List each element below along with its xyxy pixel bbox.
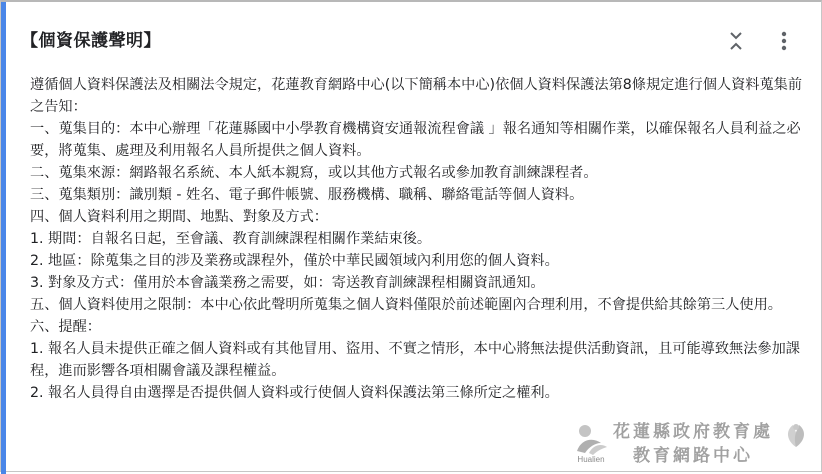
notice-line: 遵循個人資料保護法及相關法令規定，花蓮教育網路中心(以下簡稱本中心)依個人資料保護法第8條規定進行個人資料蒐集前之告知： [30,77,803,115]
notice-line: 五、個人資料使用之限制：本中心依此聲明所蒐集之個人資料僅限於前述範圍內合理利用，不會提供給其餘第三人使用。 [30,297,782,313]
notice-line: 2. 報名人員得自由選擇是否提供個人資料或行使個人資料保護法第三條所定之權利。 [30,385,559,401]
notice-line: 1. 期間：自報名日起，至會議、教育訓練課程相關作業結束後。 [30,231,432,247]
watermark-org-name: 花蓮縣政府教育處 [613,422,773,442]
notice-line: 四、個人資料利用之期間、地點、對象及方式： [30,209,328,225]
collapse-icon [729,31,743,51]
privacy-notice-text [30,74,805,404]
watermark [571,415,811,469]
notice-line: 2. 地區：除蒐集之目的涉及業務或課程外，僅於中華民國領域內利用您的個人資料。 [30,253,559,269]
section-title: 【個資保護聲明】 [21,31,161,51]
notice-line: 三、蒐集類別：識別類 - 姓名、電子郵件帳號、服務機構、職稱、聯絡電話等個人資料。 [30,187,584,203]
notice-line: 二、蒐集來源：網路報名系統、本人紙本親寫，或以其他方式報名或參加教育訓練課程者。 [30,165,598,181]
section-accent-bar [1,2,6,474]
more-vert-icon [781,31,787,51]
notice-line: 1. 報名人員未提供正確之個人資料或有其他冒用、盜用、不實之情形，本中心將無法提供活動資訊，且可能導致無法參加課程，進而影響各項相關會議及課程權益。 [30,341,800,379]
notice-line: 一、蒐集目的：本中心辦理「花蓮縣國中小學教育機構資安通報流程會議 」報名通知等相關作業，以確保報名人員利益之必要，將蒐集、處理及利用報名人員所提供之個人資料。 [30,121,801,159]
collapse-button[interactable] [723,28,749,54]
notice-line: 3. 對象及方式：僅用於本會議業務之需要，如：寄送教育訓練課程相關資訊通知。 [30,275,545,291]
leaf-icon [781,419,811,449]
watermark-unit-name: 教育網路中心 [633,446,753,466]
notice-line: 六、提醒： [30,319,101,335]
watermark-brand: Hualien [577,455,605,464]
section-header [21,26,801,54]
more-options-button[interactable] [771,28,797,54]
